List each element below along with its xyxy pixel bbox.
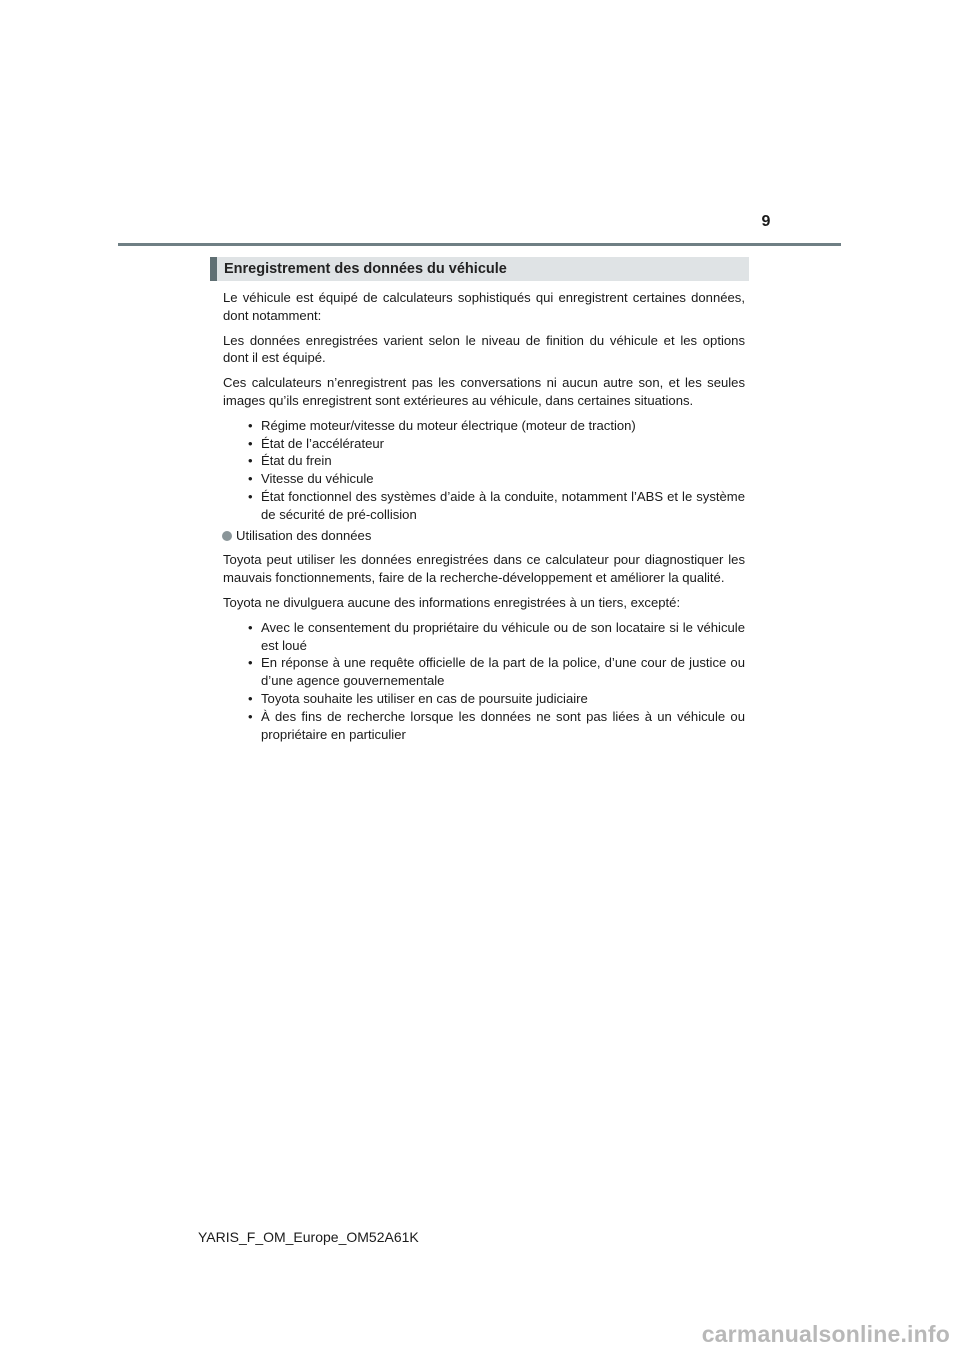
list-item	[248, 488, 745, 524]
list-item-text: État de l’accélérateur	[261, 435, 385, 451]
list-item	[248, 417, 745, 435]
document-footer: YARIS_F_OM_Europe_OM52A61K	[198, 1229, 419, 1245]
list-item	[248, 708, 745, 744]
list-item-text: État fonctionnel des systèmes d’aide à la conduite, notamment l’ABS et le système de sécurité de pré-collision	[261, 488, 745, 522]
main-content	[223, 289, 745, 746]
list-item-text: À des fins de recherche lorsque les données ne sont pas liées à un véhicule ou propriétaire en particulier	[261, 708, 745, 742]
bullet-icon: •	[248, 619, 253, 635]
paragraph: Ces calculateurs n’enregistrent pas les conversations ni aucun autre son, et les seules images qu’ils enregistrent sont extérieures au véhicule, dans certaines situations.	[223, 375, 745, 408]
list-item	[248, 452, 745, 470]
list-item-text: En réponse à une requête officielle de la part de la police, d’une cour de justice ou d’une agence gouvernementale	[261, 655, 745, 689]
bullet-icon: •	[248, 453, 253, 469]
section-header	[210, 257, 749, 281]
bullet-icon: •	[248, 488, 253, 504]
bullet-icon: •	[248, 417, 253, 433]
list-item-text: Régime moteur/vitesse du moteur électrique (moteur de traction)	[261, 417, 636, 433]
list-item	[248, 654, 745, 690]
subheading-text: Utilisation des données	[236, 527, 372, 543]
subheading	[222, 527, 745, 545]
recorded-items-list	[223, 417, 745, 524]
page-number: 9	[761, 213, 771, 230]
list-item-text: Toyota souhaite les utiliser en cas de poursuite judiciaire	[261, 690, 588, 706]
list-item-text: Vitesse du véhicule	[261, 471, 374, 487]
top-rule	[118, 243, 841, 246]
paragraph: Toyota ne divulguera aucune des informations enregistrées à un tiers, excepté:	[223, 594, 681, 610]
paragraph: Les données enregistrées varient selon le niveau de finition du véhicule et les options dont il est équipé.	[223, 332, 745, 366]
bullet-icon: •	[248, 690, 253, 706]
circle-bullet-icon	[222, 531, 232, 541]
bullet-icon: •	[248, 471, 253, 487]
bullet-icon: •	[248, 708, 253, 724]
section-title: Enregistrement des données du véhicule	[224, 261, 507, 277]
list-item	[248, 690, 745, 708]
paragraph: Le véhicule est équipé de calculateurs sophistiqués qui enregistrent certaines données, dont notamment:	[223, 290, 745, 323]
paragraph: Toyota peut utiliser les données enregistrées dans ce calculateur pour diagnostiquer les mauvais fonctionnements, faire de la recherche-développement et améliorer la qualité.	[223, 552, 745, 586]
list-item	[248, 470, 745, 488]
list-item	[248, 619, 745, 655]
bullet-icon: •	[248, 435, 253, 451]
section-header-bar	[210, 257, 217, 281]
list-item	[248, 435, 745, 453]
list-item-text: État du frein	[261, 453, 332, 469]
list-item-text: Avec le consentement du propriétaire du véhicule ou de son locataire si le véhicule est loué	[261, 619, 745, 653]
bullet-icon: •	[248, 655, 253, 671]
exceptions-list	[223, 619, 745, 744]
watermark: carmanualsonline.info	[701, 1321, 950, 1347]
